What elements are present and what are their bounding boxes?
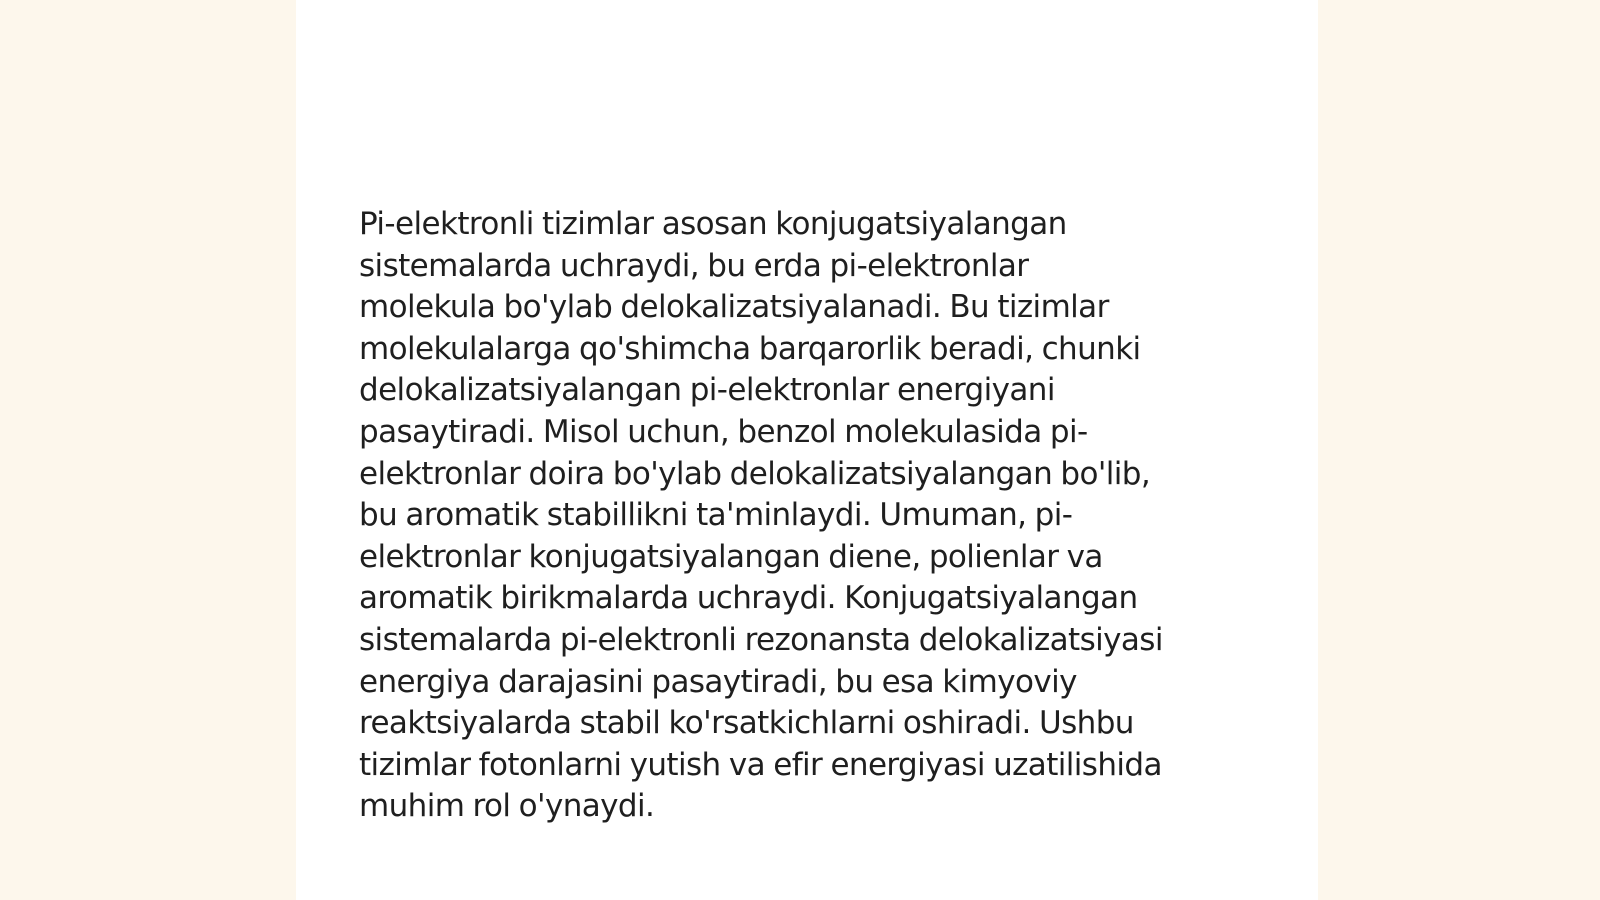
paragraph-line: elektronlar doira bo'ylab delokalizatsiyalangan bo'lib, (359, 455, 1151, 492)
paragraph-line: sistemalarda pi-elektronli rezonansta delokalizatsiyasi (359, 621, 1163, 658)
paragraph-line: reaktsiyalarda stabil ko'rsatkichlarni oshiradi. Ushbu (359, 705, 1134, 742)
left-margin (0, 0, 296, 900)
document-page (296, 0, 1318, 900)
paragraph-line: tizimlar fotonlarni yutish va efir energiyasi uzatilishida (359, 746, 1162, 783)
paragraph-line: elektronlar konjugatsiyalangan diene, polienlar va (359, 538, 1103, 575)
right-margin (1318, 0, 1600, 900)
body-paragraph (359, 204, 1259, 828)
paragraph-line: Pi-elektronli tizimlar asosan konjugatsiyalangan (359, 206, 1067, 242)
paragraph-line: molekulalarga qo'shimcha barqarorlik beradi, chunki (359, 330, 1141, 367)
paragraph-line: molekula bo'ylab delokalizatsiyalanadi. Bu tizimlar (359, 289, 1109, 326)
paragraph-line: bu aromatik stabillikni ta'minlaydi. Umuman, pi- (359, 497, 1073, 534)
paragraph-line: energiya darajasini pasaytiradi, bu esa kimyoviy (359, 663, 1077, 700)
paragraph-line: muhim rol o'ynaydi. (359, 788, 655, 825)
paragraph-line: delokalizatsiyalangan pi-elektronlar energiyani (359, 372, 1055, 409)
paragraph-line: aromatik birikmalarda uchraydi. Konjugatsiyalangan (359, 580, 1138, 617)
paragraph-line: sistemalarda uchraydi, bu erda pi-elektronlar (359, 247, 1029, 284)
paragraph-line: pasaytiradi. Misol uchun, benzol molekulasida pi- (359, 413, 1088, 450)
